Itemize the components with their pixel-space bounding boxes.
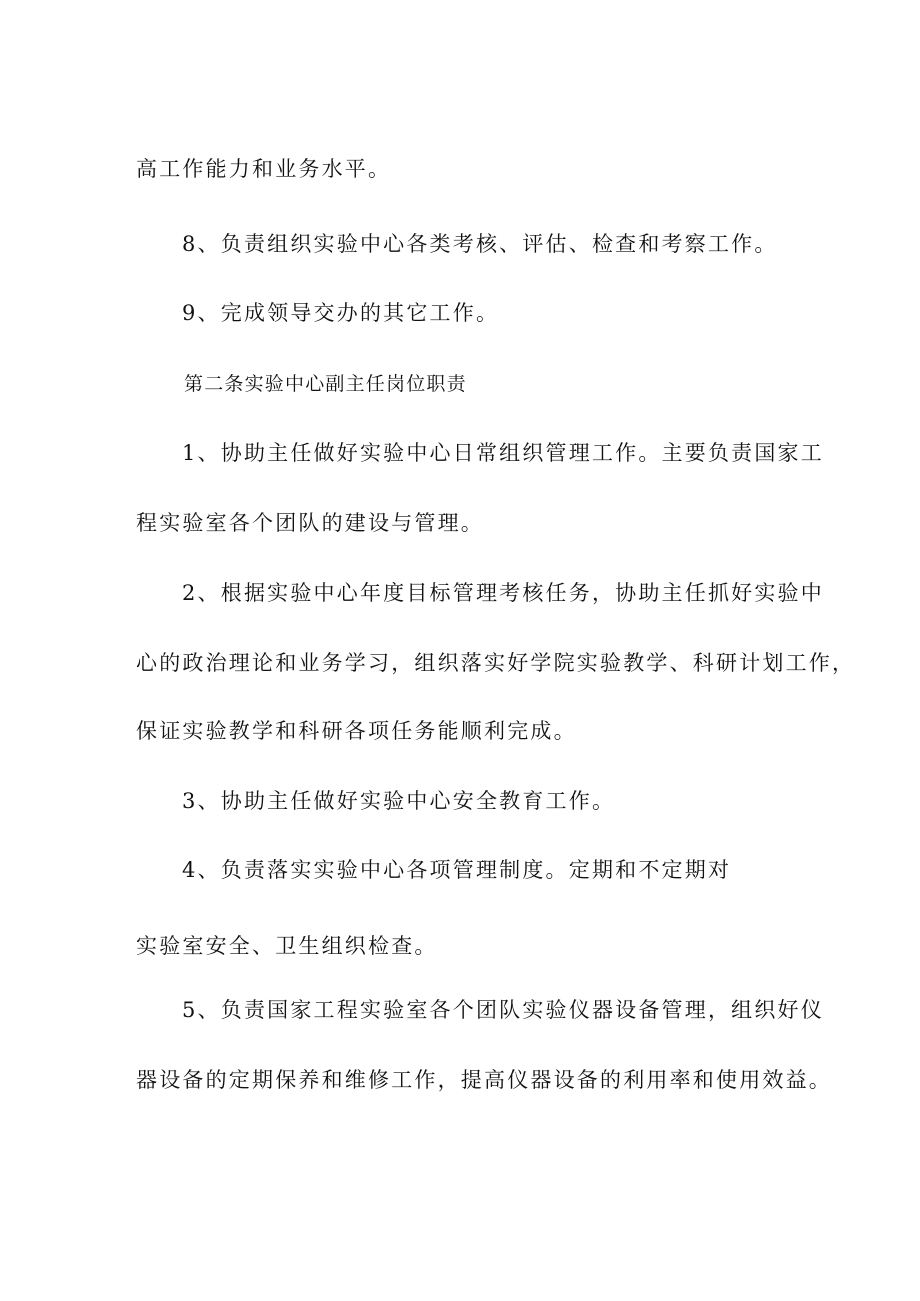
list-item-1-line-2: 程实验室各个团队的建设与管理。 bbox=[136, 511, 484, 535]
list-item-4-line-1: 4、负责落实实验中心各项管理制度。定期和不定期对 bbox=[182, 858, 732, 882]
list-item-5-line-1: 5、负责国家工程实验室各个团队实验仪器设备管理，组织好仪 bbox=[182, 998, 824, 1022]
list-item-5-line-2: 器设备的定期保养和维修工作，提高仪器设备的利用率和使用效益。 bbox=[136, 1068, 832, 1092]
list-item-8: 8、负责组织实验中心各类考核、评估、检查和考察工作。 bbox=[182, 232, 778, 256]
list-item-1-line-1: 1、协助主任做好实验中心日常组织管理工作。主要负责国家工 bbox=[182, 441, 824, 465]
paragraph-continuation: 高工作能力和业务水平。 bbox=[136, 157, 392, 181]
list-item-9: 9、完成领导交办的其它工作。 bbox=[182, 301, 500, 325]
section-heading: 第二条实验中心副主任岗位职责 bbox=[184, 373, 467, 395]
list-item-3: 3、协助主任做好实验中心安全教育工作。 bbox=[182, 789, 616, 813]
list-item-2-line-1: 2、根据实验中心年度目标管理考核任务，协助主任抓好实验中 bbox=[182, 581, 824, 605]
list-item-2-line-3: 保证实验教学和科研各项任务能顺利完成。 bbox=[136, 719, 577, 743]
list-item-2-line-2: 心的政治理论和业务学习，组织落实好学院实验教学、科研计划工作， bbox=[136, 651, 856, 675]
list-item-4-line-2: 实验室安全、卫生组织检查。 bbox=[136, 934, 438, 958]
